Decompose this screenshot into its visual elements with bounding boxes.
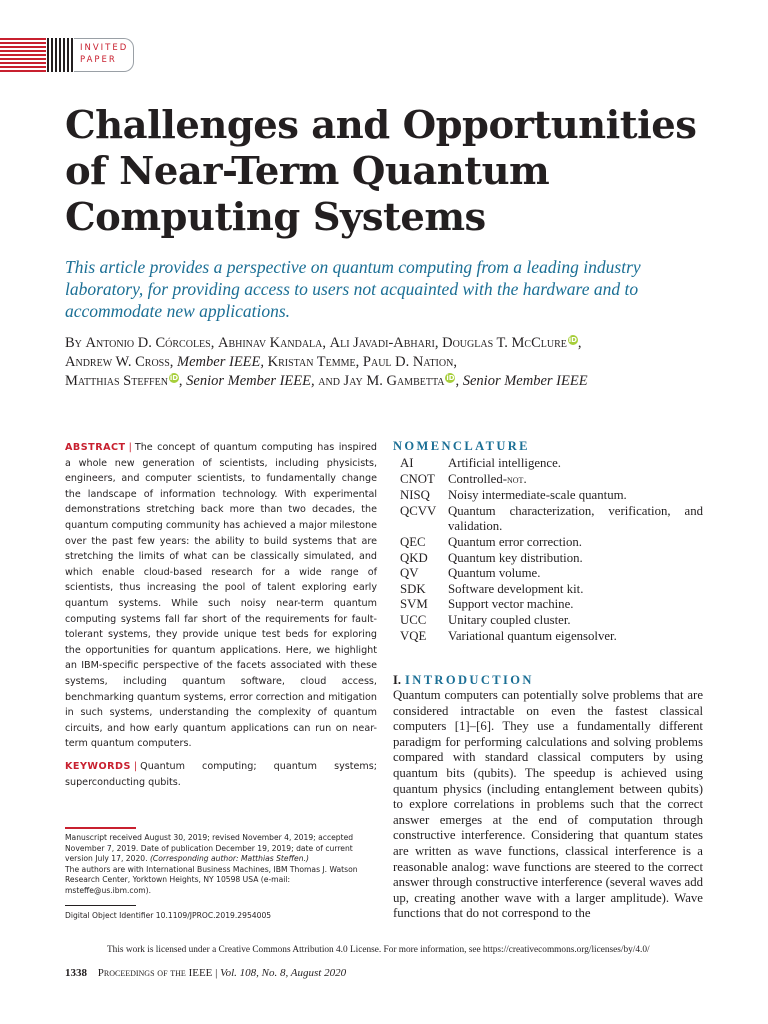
keywords [65,759,377,790]
nomenclature-abbr: SDK [400,581,426,596]
nomenclature-row [400,551,703,567]
badge-line2: PAPER [80,55,117,65]
nomenclature-def: Artificial intelligence. [448,456,561,470]
nomenclature-def: Noisy intermediate-scale quantum. [448,488,627,503]
nomenclature-row [400,488,703,504]
manuscript-note [65,833,377,896]
orcid-icon[interactable]: iD [446,374,455,382]
author-by: By [65,335,82,351]
footer-separator: | [215,967,218,979]
footnote-rule [65,827,136,829]
page-number: 1338 [65,967,87,979]
corresponding-author: (Corresponding author: Matthias Steffen.) [149,854,309,863]
author-role: Senior Member IEEE, [186,373,315,389]
nomenclature-row [400,535,703,551]
nomenclature-row [400,566,703,582]
abstract [65,440,377,752]
author-name: Jay M. Gambetta [343,373,445,389]
manuscript-dates: Manuscript received August 30, 2019; revised November 4, 2019; accepted November 7, 2019. Date of publication December 19, 2019; date of current version July 17, 2020. (Corresponding author: Matthias Steffen.) [65,833,354,863]
badge-stripes [0,38,46,72]
author-name: Antonio D. Córcoles, [85,335,215,351]
author-role: Member IEEE, [177,354,265,370]
keywords-text: Quantum computing; quantum systems; superconducting qubits. [65,761,377,788]
nomenclature-row [400,613,703,629]
introduction-text: Quantum computers can potentially solve problems that are considered intractable on even the fastest classical computers [1]–[6]. They use a fundamentally different paradigm for performing calculations and solving problems compared with standard classical computers by using quantum bits (qubits). The speedup is achieved using quantum physics (including entanglement between qubits) to explore correlations in problems such that the correct answer emerges at the end of computation through constructive interference. Considering that quantum states are written as wave functions, classical interference is a reasonable analog: wave functions are steered to the correct answer through constructive interference (several waves add up, creating another wave with a larger amplitude). Wave functions that do not correspond to the [393,688,703,921]
nomenclature-abbr: QV [400,566,419,581]
author-name: Matthias Steffen [65,373,168,389]
nomenclature-list [400,456,703,644]
author-name: Kristan Temme, [267,354,360,370]
nomenclature-def: Quantum error correction. [448,534,582,549]
article-lead: This article provides a perspective on quantum computing from a leading industry laboratory, for providing access to users not acquainted with the hardware and to accommodate new applications. [65,257,641,321]
nomenclature-abbr: QKD [400,550,428,565]
abstract-label: ABSTRACT [65,442,126,453]
author-affiliation: The authors are with International Business Machines, IBM Thomas J. Watson Research Center, Yorktown Heights, NY 10598 USA (e-mail: msteffe@us.ibm.com). [65,864,358,895]
article-title: Challenges and Opportunities of Near-Term Quantum Computing Systems [65,103,697,240]
author-list: By Antonio D. Córcoles, Abhinav Kandala, Ali Javadi-Abhari, Douglas T. McClure iD, Andrew W. Cross, Member IEEE, Kristan Temme, Paul D. Nation, Matthias Steffen iD, Senior Member IEEE, and Jay M. Gambetta iD, Senior Member IEEE [65,335,588,389]
nomenclature-row [400,456,703,472]
badge-line1: INVITED [80,43,129,53]
author-role: Senior Member IEEE [462,373,588,389]
nomenclature-abbr: QEC [400,534,426,549]
author-name: Andrew W. Cross, [65,354,174,370]
nomenclature-row [400,629,703,645]
nomenclature-row [400,597,703,613]
nomenclature-abbr: SVM [400,597,428,612]
journal-name: Proceedings of the IEEE [97,967,213,979]
author-name: Douglas T. McClure [442,335,567,351]
nomenclature-row [400,472,703,489]
abstract-text: The concept of quantum computing has inspired a whole new generation of scientists, including physicists, engineers, and computer scientists, to fundamentally change the landscape of information technology. With experimental demonstrations stretching back more than two decades, the quantum computing community has achieved a major milestone over the past few years: the ability to build systems that are stretching the limits of what can be classically simulated, and which enable cloud-based research for a wide range of scientists, thus increasing the pool of talent exploring early quantum systems. While such noisy near-term quantum computing systems fall far short of the requirements for fault-tolerant systems, they provide unique test beds for exploring the opportunities for quantum applications. Here, we highlight an IBM-specific perspective of the facets associated with these systems, including quantum software, cloud access, benchmarking quantum systems, error correction and mitigation in such systems, understanding the complexity of quantum circuits, and how early quantum applications can run on near-term quantum computers. [65,442,377,750]
section-title: INTRODUCTION [405,673,534,687]
nomenclature-def: Support vector machine. [448,597,574,612]
doi-rule [65,905,136,906]
orcid-icon[interactable]: iD [568,336,577,344]
nomenclature-abbr: VQE [400,628,427,643]
page-footer [65,967,346,979]
keywords-separator: | [133,761,138,772]
nomenclature-def: Unitary coupled cluster. [448,612,571,627]
nomenclature-def: Quantum characterization, verification, and validation. [448,503,703,534]
nomenclature-abbr: QCVV [400,503,437,518]
nomenclature-row [400,504,703,535]
doi-text[interactable]: Digital Object Identifier 10.1109/JPROC.2019.2954005 [65,911,272,920]
abstract-separator: | [128,442,132,453]
author-name: Ali Javadi-Abhari, [329,335,439,351]
author-and: and [318,373,340,389]
section-number: I. [393,673,401,687]
invited-paper-badge [0,38,135,72]
orcid-icon[interactable]: iD [169,374,179,382]
nomenclature-def: Controlled-not. [448,471,527,486]
license-note: This work is licensed under a Creative Commons Attribution 4.0 License. For more information, see https://creativecommons.org/licenses/by/4.0/ [107,945,650,955]
nomenclature-def: Quantum key distribution. [448,550,583,565]
author-name: Paul D. Nation, [362,354,457,370]
introduction-heading [393,673,534,688]
keywords-label: KEYWORDS [65,761,131,772]
nomenclature-def: Variational quantum eigensolver. [448,628,617,643]
nomenclature-abbr: UCC [400,612,427,627]
nomenclature-row [400,582,703,598]
nomenclature-abbr: CNOT [400,471,435,486]
issue-info: Vol. 108, No. 8, August 2020 [220,967,347,979]
badge-barcode [47,38,73,72]
nomenclature-abbr: NISQ [400,488,430,503]
nomenclature-heading: NOMENCLATURE [393,439,530,453]
nomenclature-def: Quantum volume. [448,566,541,581]
nomenclature-abbr: AI [400,456,414,470]
author-name: Abhinav Kandala, [217,335,326,351]
nomenclature-def: Software development kit. [448,581,584,596]
